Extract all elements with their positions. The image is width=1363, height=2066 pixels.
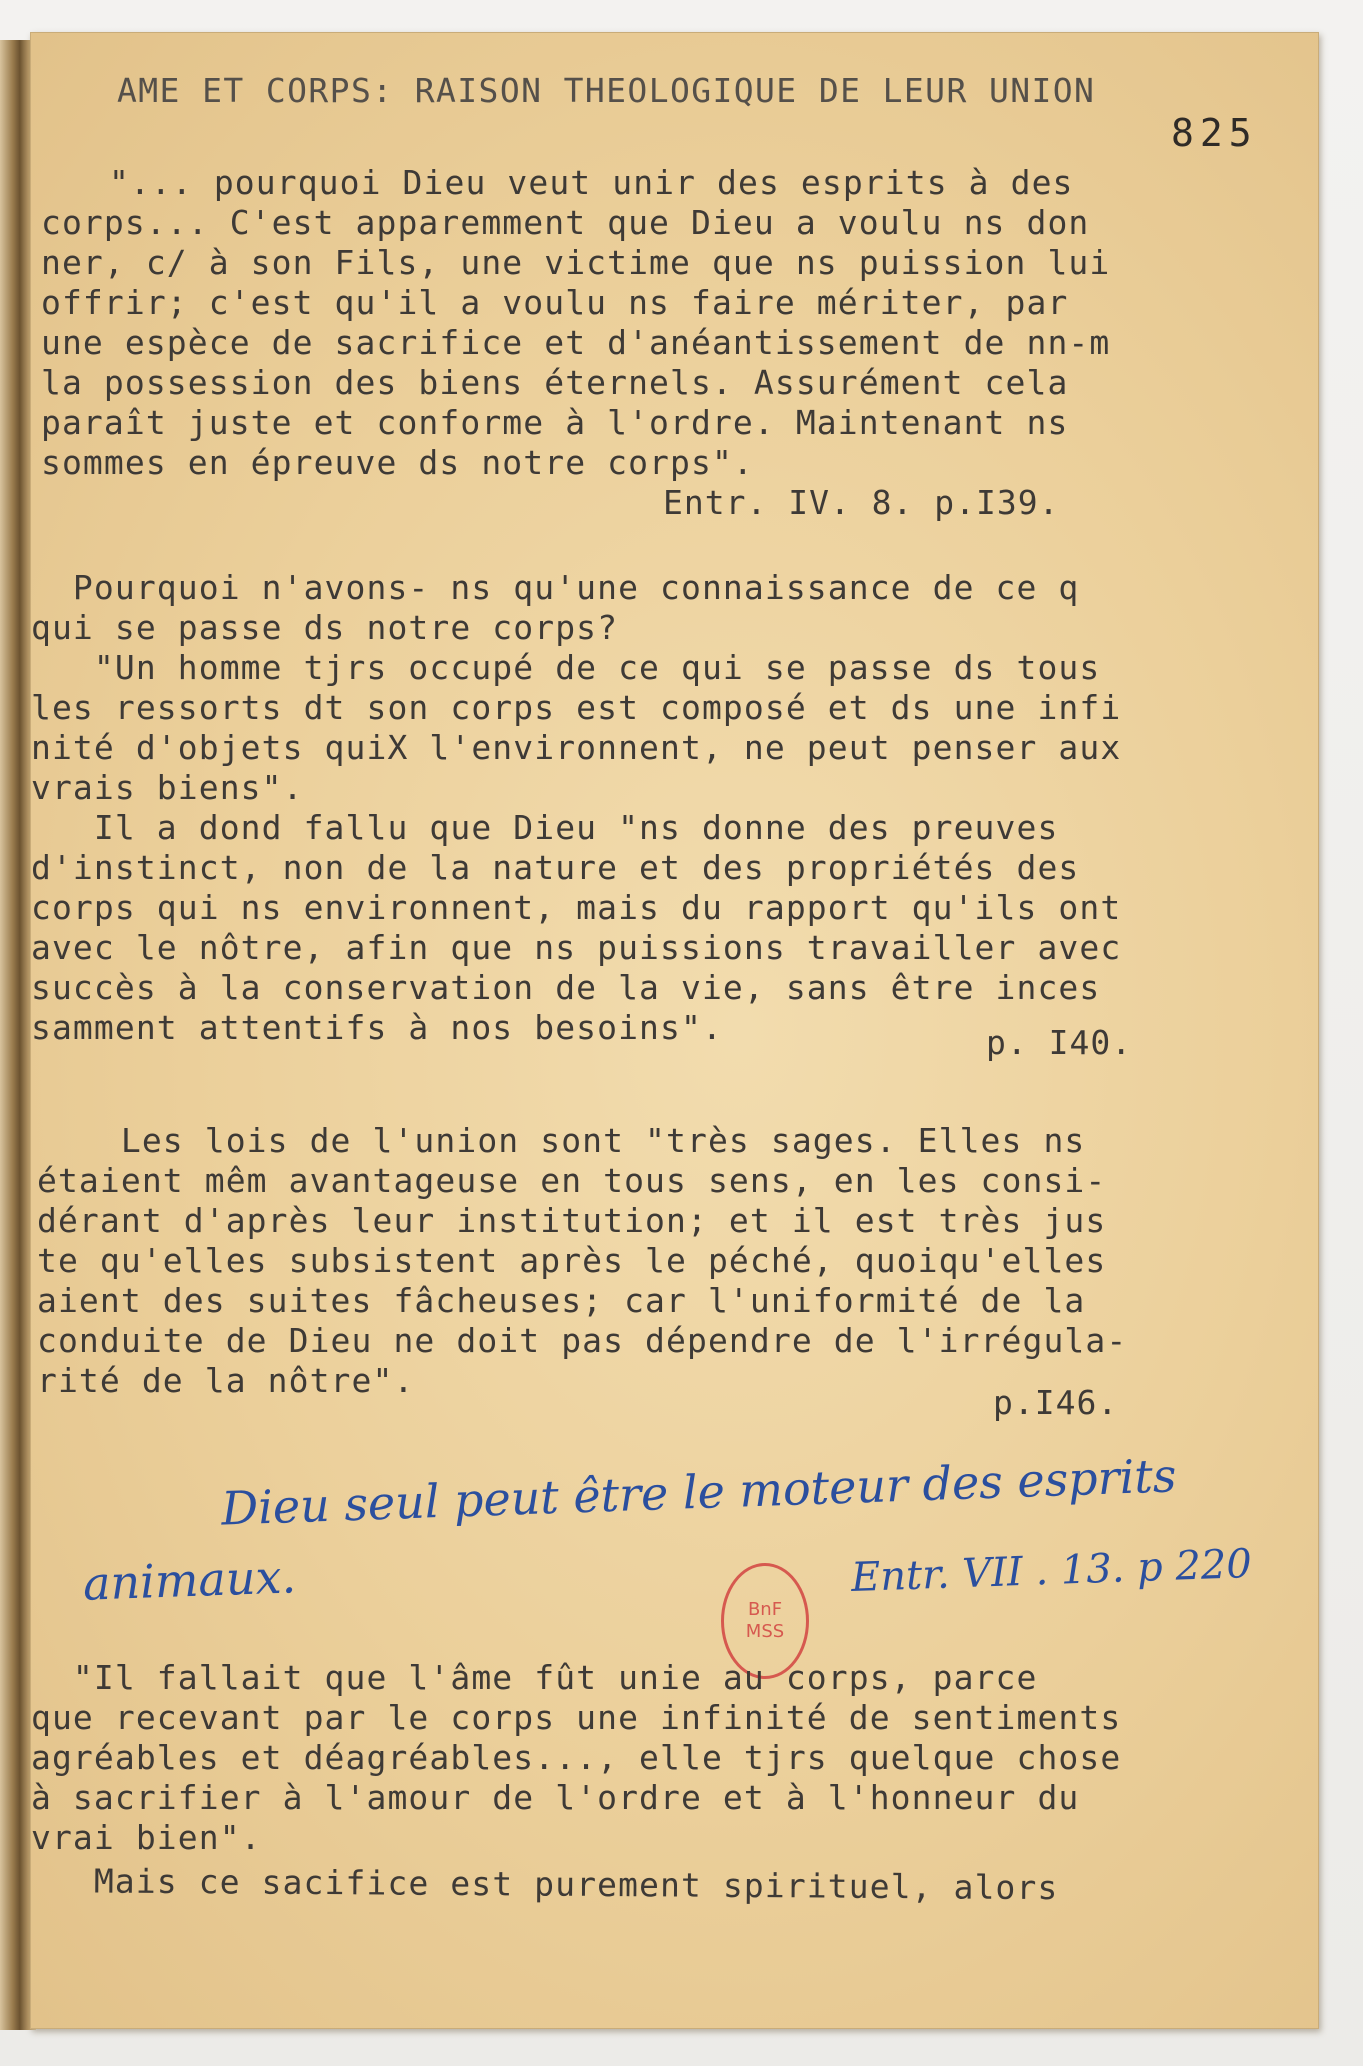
text-line: offrir; c'est qu'il a voulu ns faire mériter, par [41, 283, 1069, 322]
text-line: dérant d'après leur institution; et il est très jus [37, 1201, 1107, 1240]
text-line: paraît juste et conforme à l'ordre. Maintenant ns [41, 403, 1069, 442]
reference: p.I46. [993, 1383, 1119, 1422]
text-line: sommes en épreuve ds notre corps". [41, 443, 754, 482]
handwritten-reference: Entr. VII . 13. p 220 [850, 1541, 1253, 1601]
text-line: "Un homme tjrs occupé de ce qui se passe ds tous [31, 648, 1101, 687]
handwritten-line: animaux. [82, 1549, 297, 1611]
text-line: étaient mêm avantageuse en tous sens, en les consi- [37, 1161, 1107, 1200]
text-line: "... pourquoi Dieu veut unir des esprits à des [109, 163, 1074, 202]
page-header: AME ET CORPS: RAISON THEOLOGIQUE DE LEUR UNION [117, 71, 1096, 110]
text-line: aient des suites fâcheuses; car l'uniformité de la [37, 1281, 1086, 1320]
text-line: que recevant par le corps une infinité de sentiments [31, 1698, 1122, 1737]
text-line: "Il fallait que l'âme fût unie au corps, parce [31, 1658, 1038, 1697]
text-line: vrais biens". [31, 768, 304, 807]
manuscript-page [30, 32, 1319, 2029]
text-line: rité de la nôtre". [37, 1361, 415, 1400]
text-line: nité d'objets quiX l'environnent, ne peut penser aux [31, 728, 1122, 767]
handwritten-line: Dieu seul peut être le moteur des esprits [220, 1448, 1178, 1536]
text-line: conduite de Dieu ne doit pas dépendre de l'irrégula- [37, 1321, 1128, 1360]
text-line: Les lois de l'union sont "très sages. Elles ns [37, 1121, 1086, 1160]
text-line: à sacrifier à l'amour de l'ordre et à l'honneur du [31, 1778, 1080, 1817]
text-line: Il a dond fallu que Dieu "ns donne des preuves [31, 808, 1059, 847]
text-line: samment attentifs à nos besoins". [31, 1008, 723, 1047]
text-line: corps qui ns environnent, mais du rapport qu'ils ont [31, 888, 1122, 927]
text-line: vrai bien". [31, 1818, 262, 1857]
text-line: la possession des biens éternels. Assurément cela [41, 363, 1069, 402]
page-number: 825 [1171, 111, 1258, 155]
text-line: avec le nôtre, afin que ns puissions travailler avec [31, 928, 1122, 967]
stamp-text: BnF [747, 1599, 783, 1620]
text-line: Pourquoi n'avons- ns qu'une connaissance de ce q [31, 568, 1080, 607]
stamp-text: MSS [745, 1621, 785, 1642]
text-line: les ressorts dt son corps est composé et ds une infi [31, 688, 1122, 727]
text-line: qui se passe ds notre corps? [31, 608, 619, 647]
text-line: succès à la conservation de la vie, sans être inces [31, 968, 1101, 1007]
text-line: Mais ce sacifice est purement spirituel, alors [30, 1861, 1059, 1908]
text-line: te qu'elles subsistent après le péché, quoiqu'elles [37, 1241, 1107, 1280]
text-line: ner, c/ à son Fils, une victime que ns puission lui [41, 243, 1111, 282]
text-line: une espèce de sacrifice et d'anéantissement de nn-m [41, 323, 1111, 362]
reference: Entr. IV. 8. p.I39. [663, 483, 1060, 522]
text-line: d'instinct, non de la nature et des propriétés des [31, 848, 1080, 887]
text-line: corps... C'est apparemment que Dieu a voulu ns don [41, 203, 1090, 242]
text-line: agréables et déagréables..., elle tjrs quelque chose [31, 1738, 1122, 1777]
reference: p. I40. [986, 1023, 1133, 1062]
